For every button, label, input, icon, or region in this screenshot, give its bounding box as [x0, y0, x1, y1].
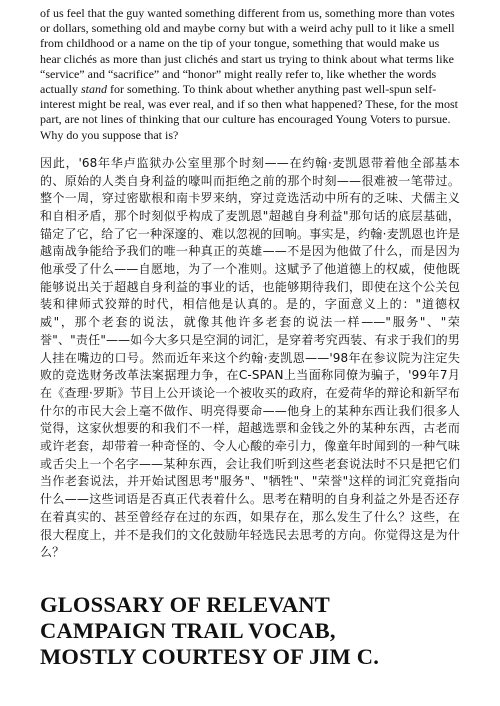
glossary-heading [40, 592, 460, 670]
chinese-paragraph: 因此，'68年华卢监狱办公室里那个时刻——在约翰·麦凯恩带着他全部基本的、原始的人类自身利益的嚎叫而拒绝之前的那个时刻——很难被一笔带过。整个一周，穿过密歇根和南卡罗来纳，穿过竞选活动中所有的乏味、犬儒主义和自相矛盾，那个时刻似乎构成了麦凯恩"超越自身利益"那句话的底层基础，锚定了它，给了它一种深邃的、难以忽视的回响。事实是，约翰·麦凯恩也许是越南战争能给予我们的唯一种真正的英雄——不是因为他做了什么，而是因为他承受了什么——自愿地，为了一个准则。这赋予了他道德上的权威，使他既能够说出关于超越自身利益的事业的话，也能够期待我们，即使在这个公关包装和律师式狡辩的时代，相信他是认真的。是的，字面意义上的："道德权威"，那个老套的说法，就像其他许多老套的说法一样——"服务"、"荣誉"、"责任"——如今大多只是空洞的词汇，是穿着考究西装、有求于我们的男人挂在嘴边的口号。然而近年来这个约翰·麦凯恩——'98年在参议院为注定失败的竞选财务改革法案据理力争，在C-SPAN上当面称同僚为骗子，'99年7月在《查理·罗斯》节目上公开谈论一个被收买的政府，在爱荷华的辩论和新罕布什尔的市民大会上毫不做作、明亮得要命——他身上的某种东西让我们很多人觉得，这家伙想要的和我们不一样，超越选票和金钱之外的某种东西，古老而或许老套，却带着一种奇怪的、令人心酸的牵引力，像童年时闻到的一种气味或舌尖上一个名字——某种东西，会让我们听到这些老套说法时不只是把它们当作老套说法，并开始试图思考"服务"、"牺牲"、"荣誉"这样的词汇究竟指向什么——这些词语是否真正代表着什么。思考在精明的自身利益之外是否还存在着真实的、甚至曾经存在过的东西，如果存在，那么发生了什么？这些，在很大程度上，并不是我们的文化鼓励年轻选民去思考的方向。你觉得这是为什么？ [40, 155, 460, 560]
glossary-heading-line2: CAMPAIGN TRAIL VOCAB, [40, 618, 336, 643]
emphasized-word: stand [80, 82, 107, 97]
english-paragraph [40, 6, 460, 143]
page-content [40, 6, 460, 670]
english-paragraph-part2: for something. To think about whether anything past well-spun self-interest might be real, was ever real, and if so then what happened? These, for the most part, are not lines of thinking that our culture has encouraged Young Voters to pursue. Why do you suppose that is? [40, 82, 458, 142]
english-paragraph-part1: of us feel that the guy wanted something different from us, something more than votes or dollars, something old and maybe corny but with a weird achy pull to it like a smell from childhood or a name on the tip of your tongue, something that would make us hear clichés as more than just clichés and start us trying to think about what terms like “service” and “sacrifice” and “honor” might really refer to, like whether the words actually [40, 6, 455, 97]
glossary-heading-line1: GLOSSARY OF RELEVANT [40, 592, 330, 617]
glossary-heading-line3: MOSTLY COURTESY OF JIM C. [40, 644, 380, 669]
